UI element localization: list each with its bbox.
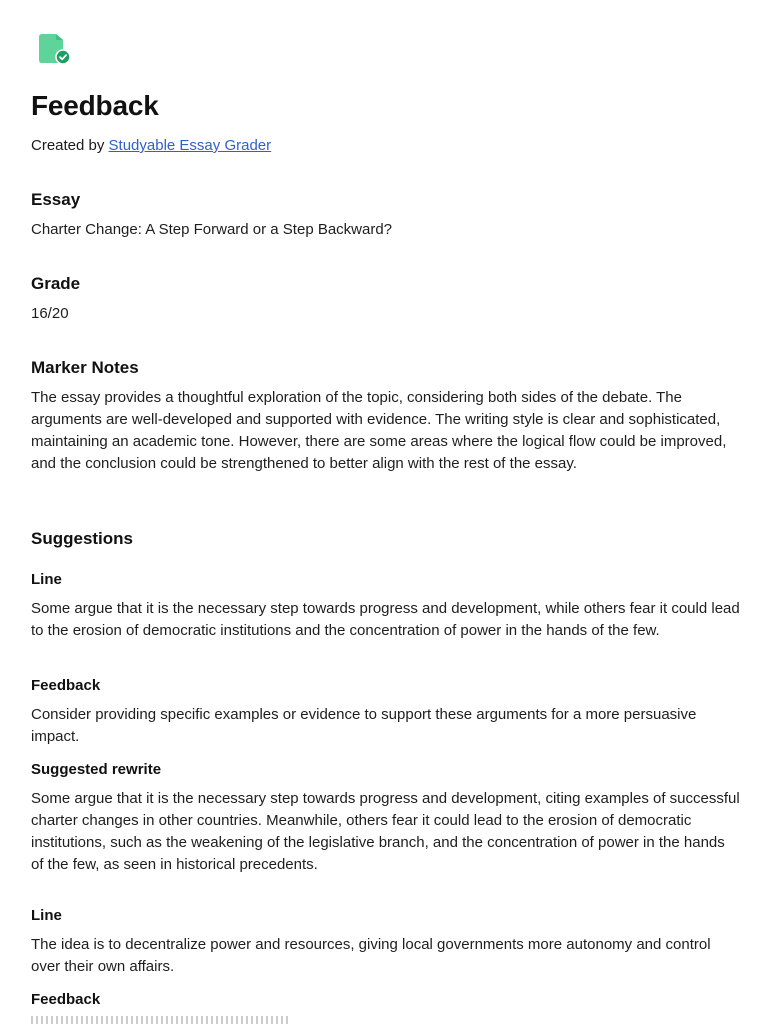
- suggestion-1-line: Some argue that it is the necessary step towards progress and development, while others fear it could lead to the erosion of democratic institutions and the concentration of power in the hands of the few.: [31, 600, 740, 639]
- marker-notes-text: The essay provides a thoughtful exploration of the topic, considering both sides of the debate. The arguments are well-developed and supported with evidence. The writing style is clear and sophisticated, maintaining an academic tone. However, there are some areas where the logical flow could be improved, and the conclusion could be strengthened to better align with the rest of the essay.: [31, 389, 727, 472]
- suggestion-1-feedback: Consider providing specific examples or evidence to support these arguments for a more persuasive impact.: [31, 706, 697, 745]
- grade-value: 16/20: [31, 305, 69, 322]
- suggestion-1-feedback-label: Feedback: [31, 677, 101, 694]
- suggestion-1-rewrite-label: Suggested rewrite: [31, 761, 162, 778]
- created-by-label: Created by: [31, 137, 105, 154]
- suggestion-2-line: The idea is to decentralize power and resources, giving local governments more autonomy and control over their own affairs.: [31, 936, 711, 975]
- suggestion-1-rewrite: Some argue that it is the necessary step towards progress and development, citing examples of successful charter changes in other countries. Meanwhile, others fear it could lead to the erosion of democratic institutions, such as the weakening of the legislative branch, and the concentration of power in the hands of the few, as seen in historical precedents.: [31, 790, 740, 873]
- marker-notes-heading: Marker Notes: [31, 358, 139, 377]
- page-title: Feedback: [31, 90, 159, 121]
- suggestions-heading: Suggestions: [31, 529, 134, 548]
- created-by-line: [31, 135, 271, 157]
- essay-heading: Essay: [31, 190, 81, 209]
- grade-heading: Grade: [31, 274, 81, 293]
- cut-off-text-line: [31, 1016, 291, 1024]
- suggestion-2-feedback-label: Feedback: [31, 991, 101, 1008]
- essay-title: Charter Change: A Step Forward or a Step Backward?: [31, 221, 393, 238]
- document-check-icon: [36, 32, 70, 66]
- suggestion-1-line-label: Line: [31, 571, 62, 588]
- suggestion-2-line-label: Line: [31, 907, 62, 924]
- grader-link[interactable]: Studyable Essay Grader: [108, 137, 272, 154]
